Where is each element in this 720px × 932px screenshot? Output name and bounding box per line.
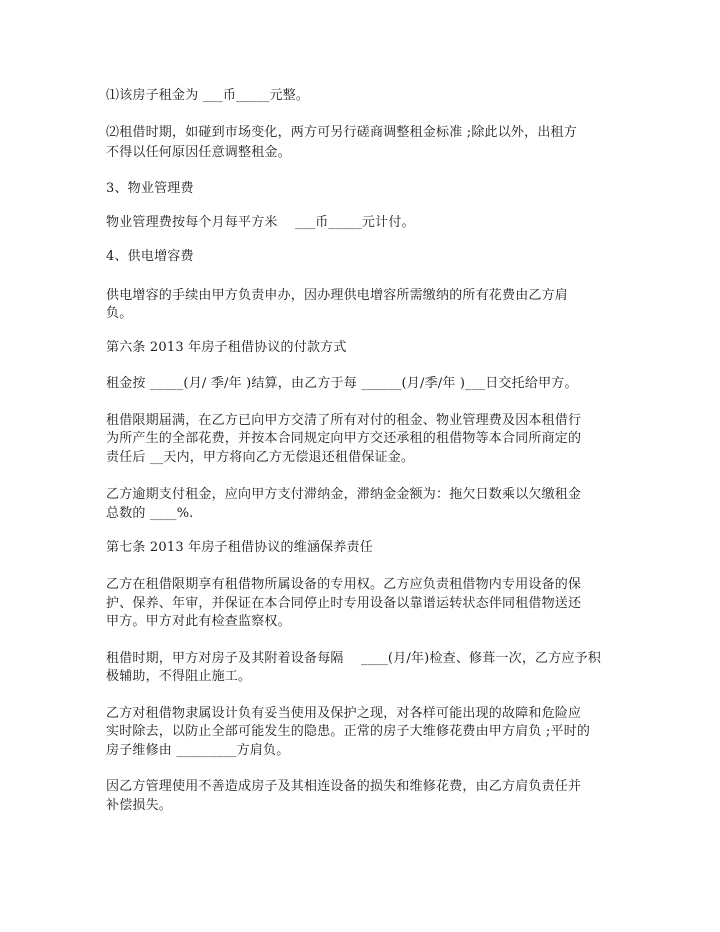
equipment-rights-clause-line-2: 护、保养、年审，并保证在本合同停止时专用设备以靠谱运转状态伴同租借物送还 [106, 596, 582, 611]
maintenance-clause-line-3: 房子维修由 _________方肩负。 [106, 743, 290, 758]
payment-method-clause: 租金按 _____(月/ 季/年 )结算，由乙方于每 ______(月/季/年 )___日交托给甲方。 [106, 376, 578, 391]
rent-adjustment-clause-line-1: ⑵租借时期，如碰到市场变化，两方可另行磋商调整租金标准 ;除此以外，出租方 [106, 125, 577, 140]
equipment-rights-clause-line-3: 甲方。甲方对此有检查监察权。 [106, 614, 291, 629]
late-fee-clause-line-1: 乙方逾期支付租金，应向甲方支付滞纳金，滞纳金金额为：拖欠日数乘以欠缴租金 [106, 487, 582, 502]
late-fee-clause-line-2: 总数的 ____%. [106, 506, 194, 521]
damage-liability-clause-line-1: 因乙方管理使用不善造成房子及其相连设备的损失和维修花费，由乙方肩负责任并 [106, 779, 582, 794]
deposit-return-clause-line-1: 租借限期届满，在乙方已向甲方交清了所有对付的租金、物业管理费及因本租借行 [106, 413, 582, 428]
inspection-clause-line-2: 极辅助，不得阻止施工。 [106, 669, 252, 684]
equipment-rights-clause-line-1: 乙方在租借限期享有租借物所属设备的专用权。乙方应负责租借物内专用设备的保 [106, 577, 582, 592]
rent-amount-clause: ⑴该房子租金为 ___币_____元整。 [106, 88, 310, 103]
property-fee-heading: 3、物业管理费 [106, 181, 194, 196]
power-capacity-clause-line-1: 供电增容的手续由甲方负责申办，因办理供电增容所需缴纳的所有花费由乙方肩 [106, 288, 569, 303]
rent-adjustment-clause-line-2: 不得以任何原因任意调整租金。 [106, 145, 291, 160]
deposit-return-clause-line-2: 为所产生的全部花费，并按本合同规定向甲方交还承租的租借物等本合同所商定的 [106, 431, 582, 446]
article-seven-heading: 第七条 2013 年房子租借协议的维涵保养责任 [106, 540, 373, 555]
property-fee-clause: 物业管理费按每个月每平方米 ___币_____元计付。 [106, 215, 415, 230]
maintenance-clause-line-2: 实时除去，以防止全部可能发生的隐患。正常的房子大维修花费由甲方肩负 ;平时的 [106, 724, 591, 739]
damage-liability-clause-line-2: 补偿损失。 [106, 798, 173, 813]
power-capacity-clause-line-2: 负。 [106, 306, 133, 321]
power-capacity-heading: 4、供电增容费 [106, 249, 194, 264]
article-six-heading: 第六条 2013 年房子租借协议的付款方式 [106, 340, 347, 355]
maintenance-clause-line-1: 乙方对租借物隶属设计负有妥当使用及保护之现，对各样可能出现的故障和危险应 [106, 706, 582, 721]
inspection-clause-line-1: 租借时期，甲方对房子及其附着设备每隔 ____(月/年)检查、修葺一次，乙方应予积 [106, 651, 602, 666]
deposit-return-clause-line-3: 责任后 __天内，甲方将向乙方无偿退还租借保证金。 [106, 450, 415, 465]
